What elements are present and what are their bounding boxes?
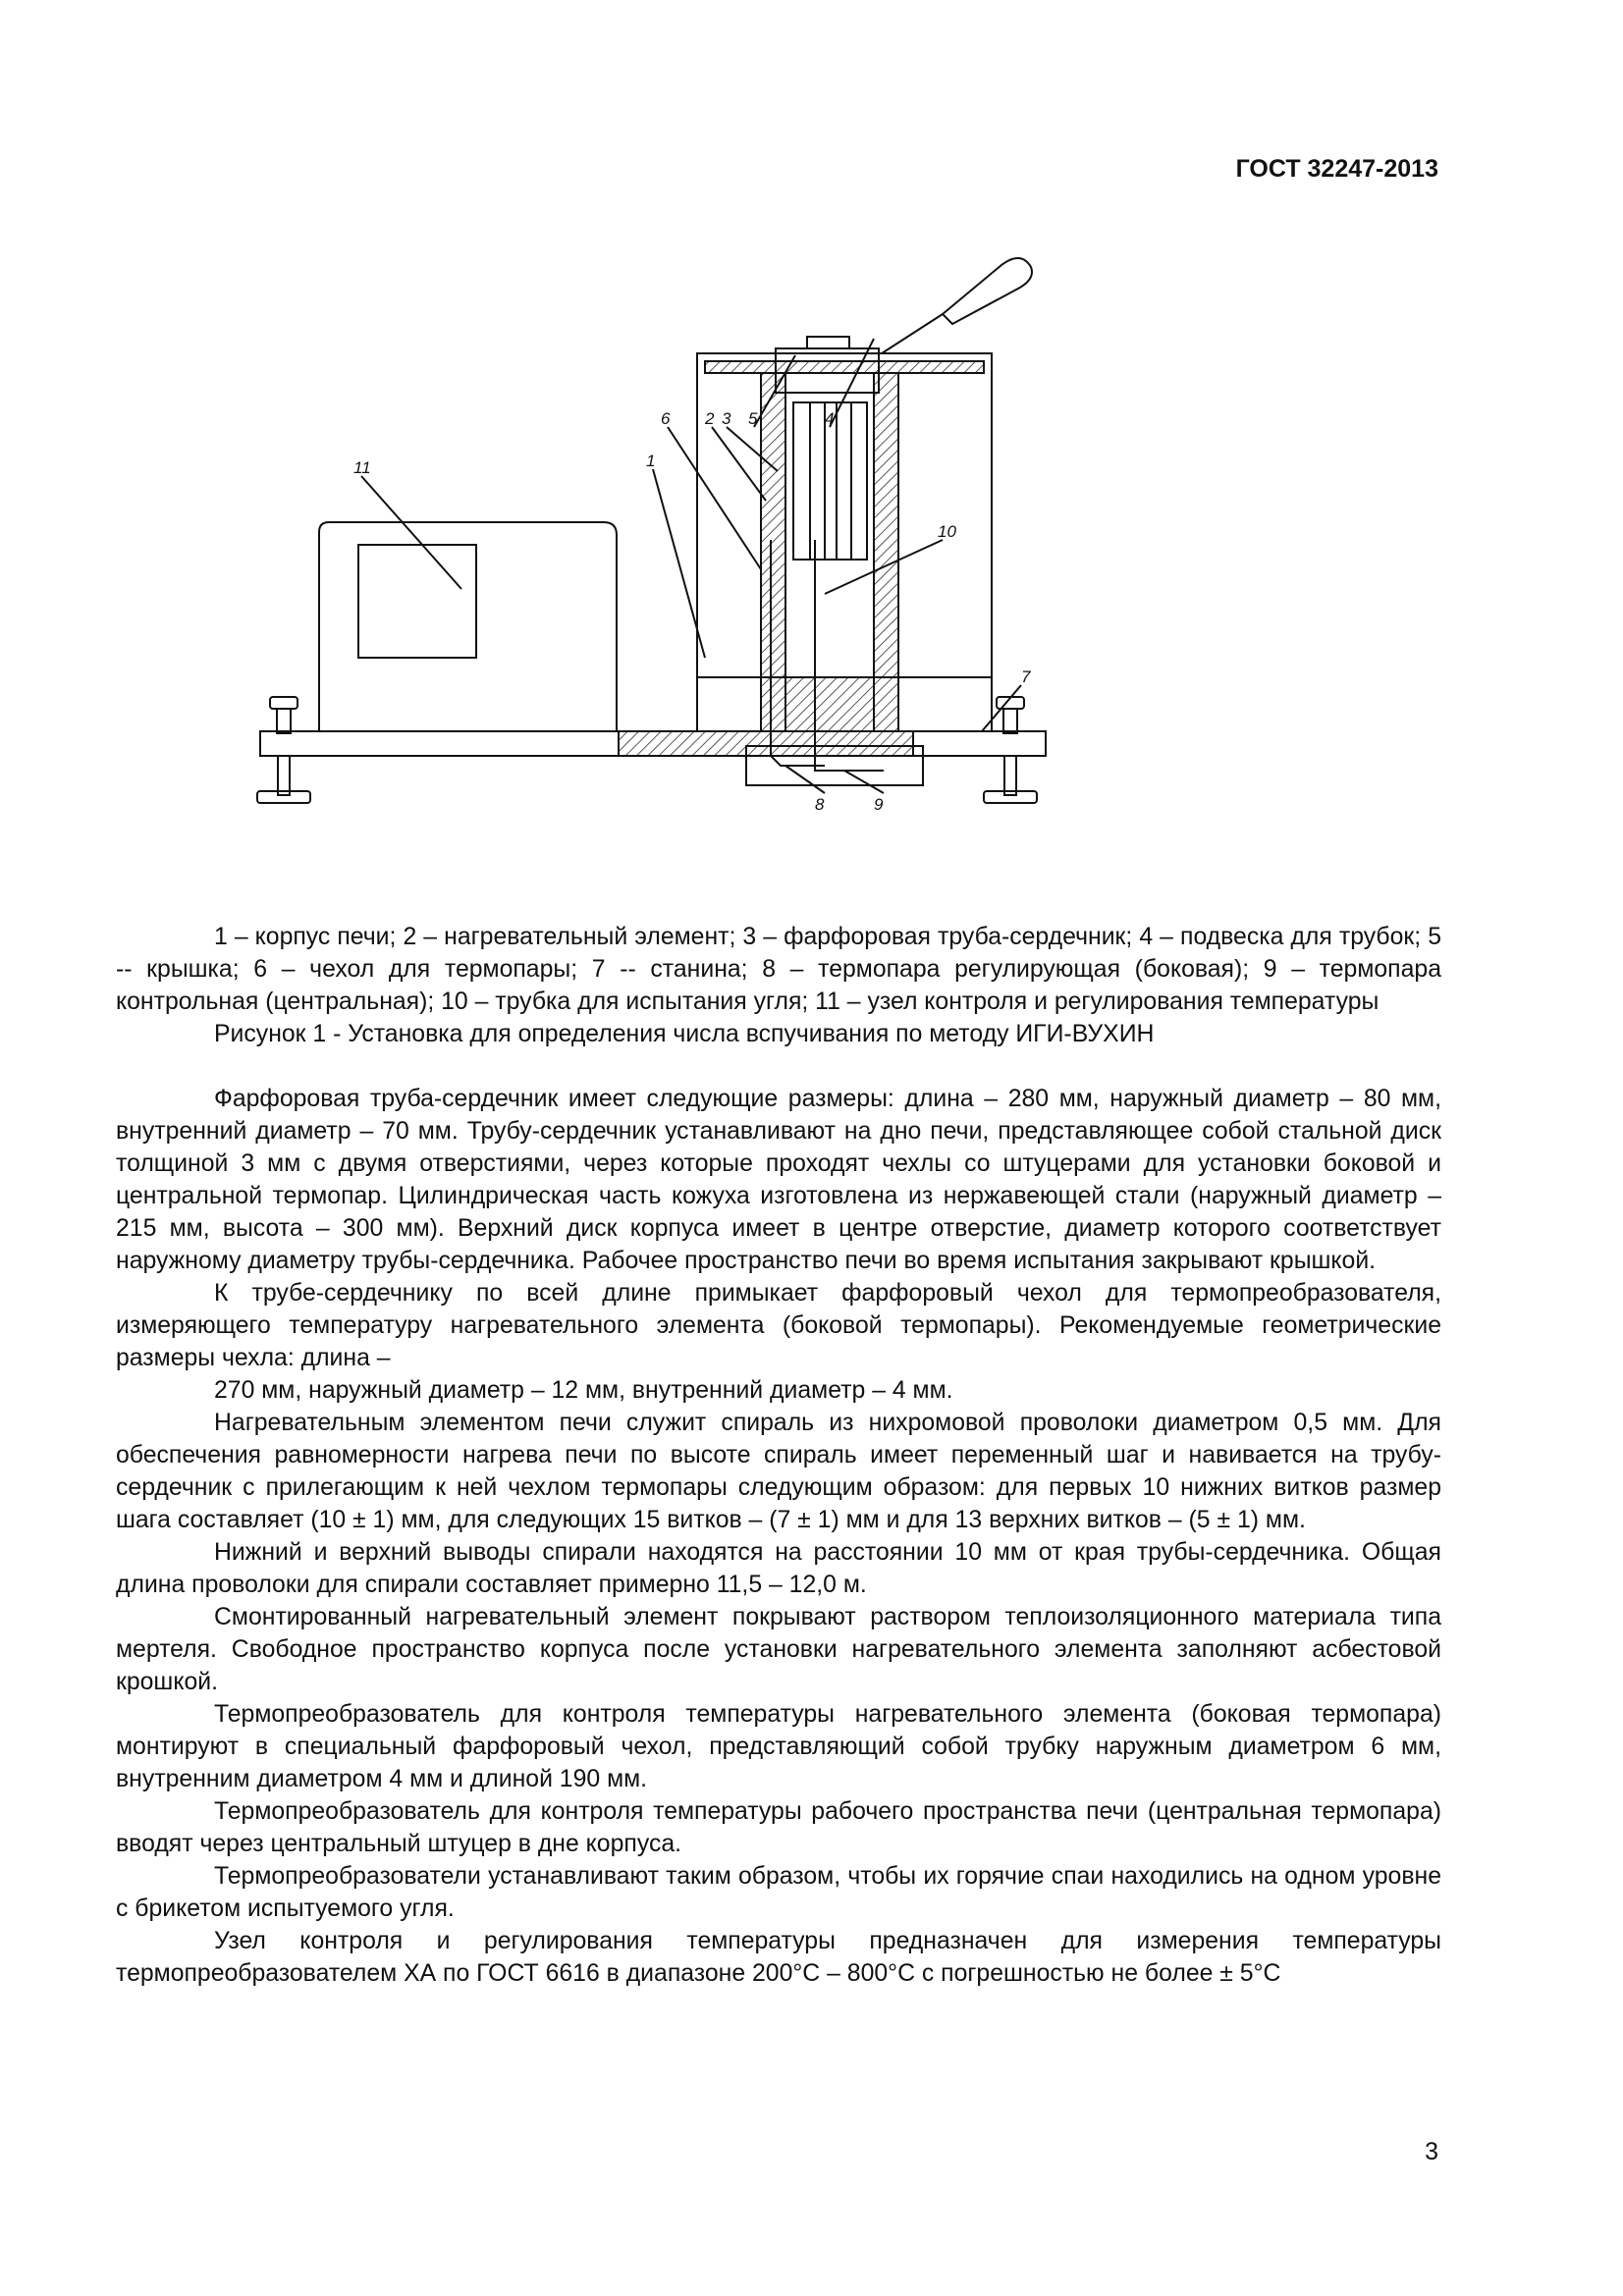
callout-7: 7 bbox=[1021, 667, 1031, 686]
figure-legend: 1 – корпус печи; 2 – нагревательный элемент; 3 – фарфоровая труба-сердечник; 4 – подвеска для трубок; 5 -- крышка; 6 – чехол для термопары; 7 -- станина; 8 – термопара регулирующая (боковая); 9 – термопара контрольная (центральная); 10 – трубка для испытания угля; 11 – узел контроля и регулирования температуры bbox=[116, 924, 1441, 1015]
paragraph: Термопреобразователи устанавливают таким образом, чтобы их горячие спаи находились на одном уровне с брикетом испытуемого угля. bbox=[116, 1863, 1441, 1922]
paragraph: К трубе-сердечнику по всей длине примыкает фарфоровый чехол для термопреобразователя, измеряющего температуру нагревательного элемента (боковой термопары). Рекомендуемые геометрические размеры чехла: длина – bbox=[116, 1280, 1441, 1371]
callout-8: 8 bbox=[815, 795, 825, 814]
left-foot bbox=[257, 697, 310, 803]
paragraph: Нагревательным элементом печи служит спираль из нихромовой проволоки диаметром 0,5 мм. Для обеспечения равномерности нагрева печи по высоте спираль имеет переменный шаг и навивается на трубу-сердечник с прилегающим к ней чехлом термопары следующим образом: для первых 10 нижних витков размер шага составляет (10 ± 1) мм, для следующих 15 витков – (7 ± 1) мм и для 13 верхних витков – (5 ± 1) мм. bbox=[116, 1410, 1441, 1533]
paragraph: Нижний и верхний выводы спирали находятся на расстоянии 10 мм от края трубы-сердечника. Общая длина проволоки для спирали составляет примерно 11,5 – 12,0 м. bbox=[116, 1539, 1441, 1598]
paragraph: Термопреобразователь для контроля температуры нагревательного элемента (боковая термопара) монтируют в специальный фарфоровый чехол, представляющий собой трубку наружным диаметром 6 мм, внутренним диаметром 4 мм и длиной 190 мм. bbox=[116, 1701, 1441, 1792]
paragraph: Узел контроля и регулирования температуры предназначен для измерения температуры термопреобразователем ХА по ГОСТ 6616 в диапазоне 200°С – 800°С с погрешностью не более ± 5°С bbox=[116, 1928, 1441, 1987]
callout-10: 10 bbox=[938, 522, 956, 541]
callout-1: 1 bbox=[646, 452, 656, 470]
control-unit bbox=[319, 522, 617, 731]
furnace-diagram bbox=[236, 245, 1080, 854]
paragraph: Фарфоровая труба-сердечник имеет следующие размеры: длина – 280 мм, наружный диаметр – 80 мм, внутренний диаметр – 70 мм. Трубу-сердечник устанавливают на дно печи, представляющее собой стальной диск толщиной 3 мм с двумя отверстиями, через которые проходят чехлы со штуцерами для установки боковой и центральной термопар. Цилиндрическая часть кожуха изготовлена из нержавеющей стали (наружный диаметр – 215 мм, высота – 300 мм). Верхний диск корпуса имеет в центре отверстие, диаметр которого соответствует наружному диаметру трубы-сердечника. Рабочее пространство печи во время испытания закрывают крышкой. bbox=[116, 1086, 1441, 1274]
callout-9: 9 bbox=[874, 795, 884, 814]
paragraph: Термопреобразователь для контроля температуры рабочего пространства печи (центральная термопара) вводят через центральный штуцер в дне корпуса. bbox=[116, 1798, 1441, 1857]
paragraph: Смонтированный нагревательный элемент покрывают раствором теплоизоляционного материала типа мертеля. Свободное пространство корпуса после установки нагревательного элемента заполняют асбестовой крошкой. bbox=[116, 1604, 1441, 1695]
callout-5: 5 bbox=[748, 409, 758, 428]
page-number: 3 bbox=[1425, 2138, 1438, 2165]
paragraph: 270 мм, наружный диаметр – 12 мм, внутренний диаметр – 4 мм. bbox=[214, 1377, 953, 1404]
callout-2: 2 bbox=[705, 409, 715, 428]
tube-holder bbox=[882, 258, 1032, 353]
callout-3: 3 bbox=[722, 409, 731, 428]
callout-6: 6 bbox=[661, 409, 671, 428]
callout-11: 11 bbox=[353, 458, 371, 477]
figure-caption: Рисунок 1 - Установка для определения числа вспучивания по методу ИГИ-ВУХИН bbox=[214, 1021, 1155, 1047]
callout-4: 4 bbox=[825, 409, 835, 428]
document-body bbox=[116, 921, 1441, 1990]
furnace-housing bbox=[697, 353, 992, 731]
document-header: ГОСТ 32247-2013 bbox=[1235, 155, 1438, 183]
